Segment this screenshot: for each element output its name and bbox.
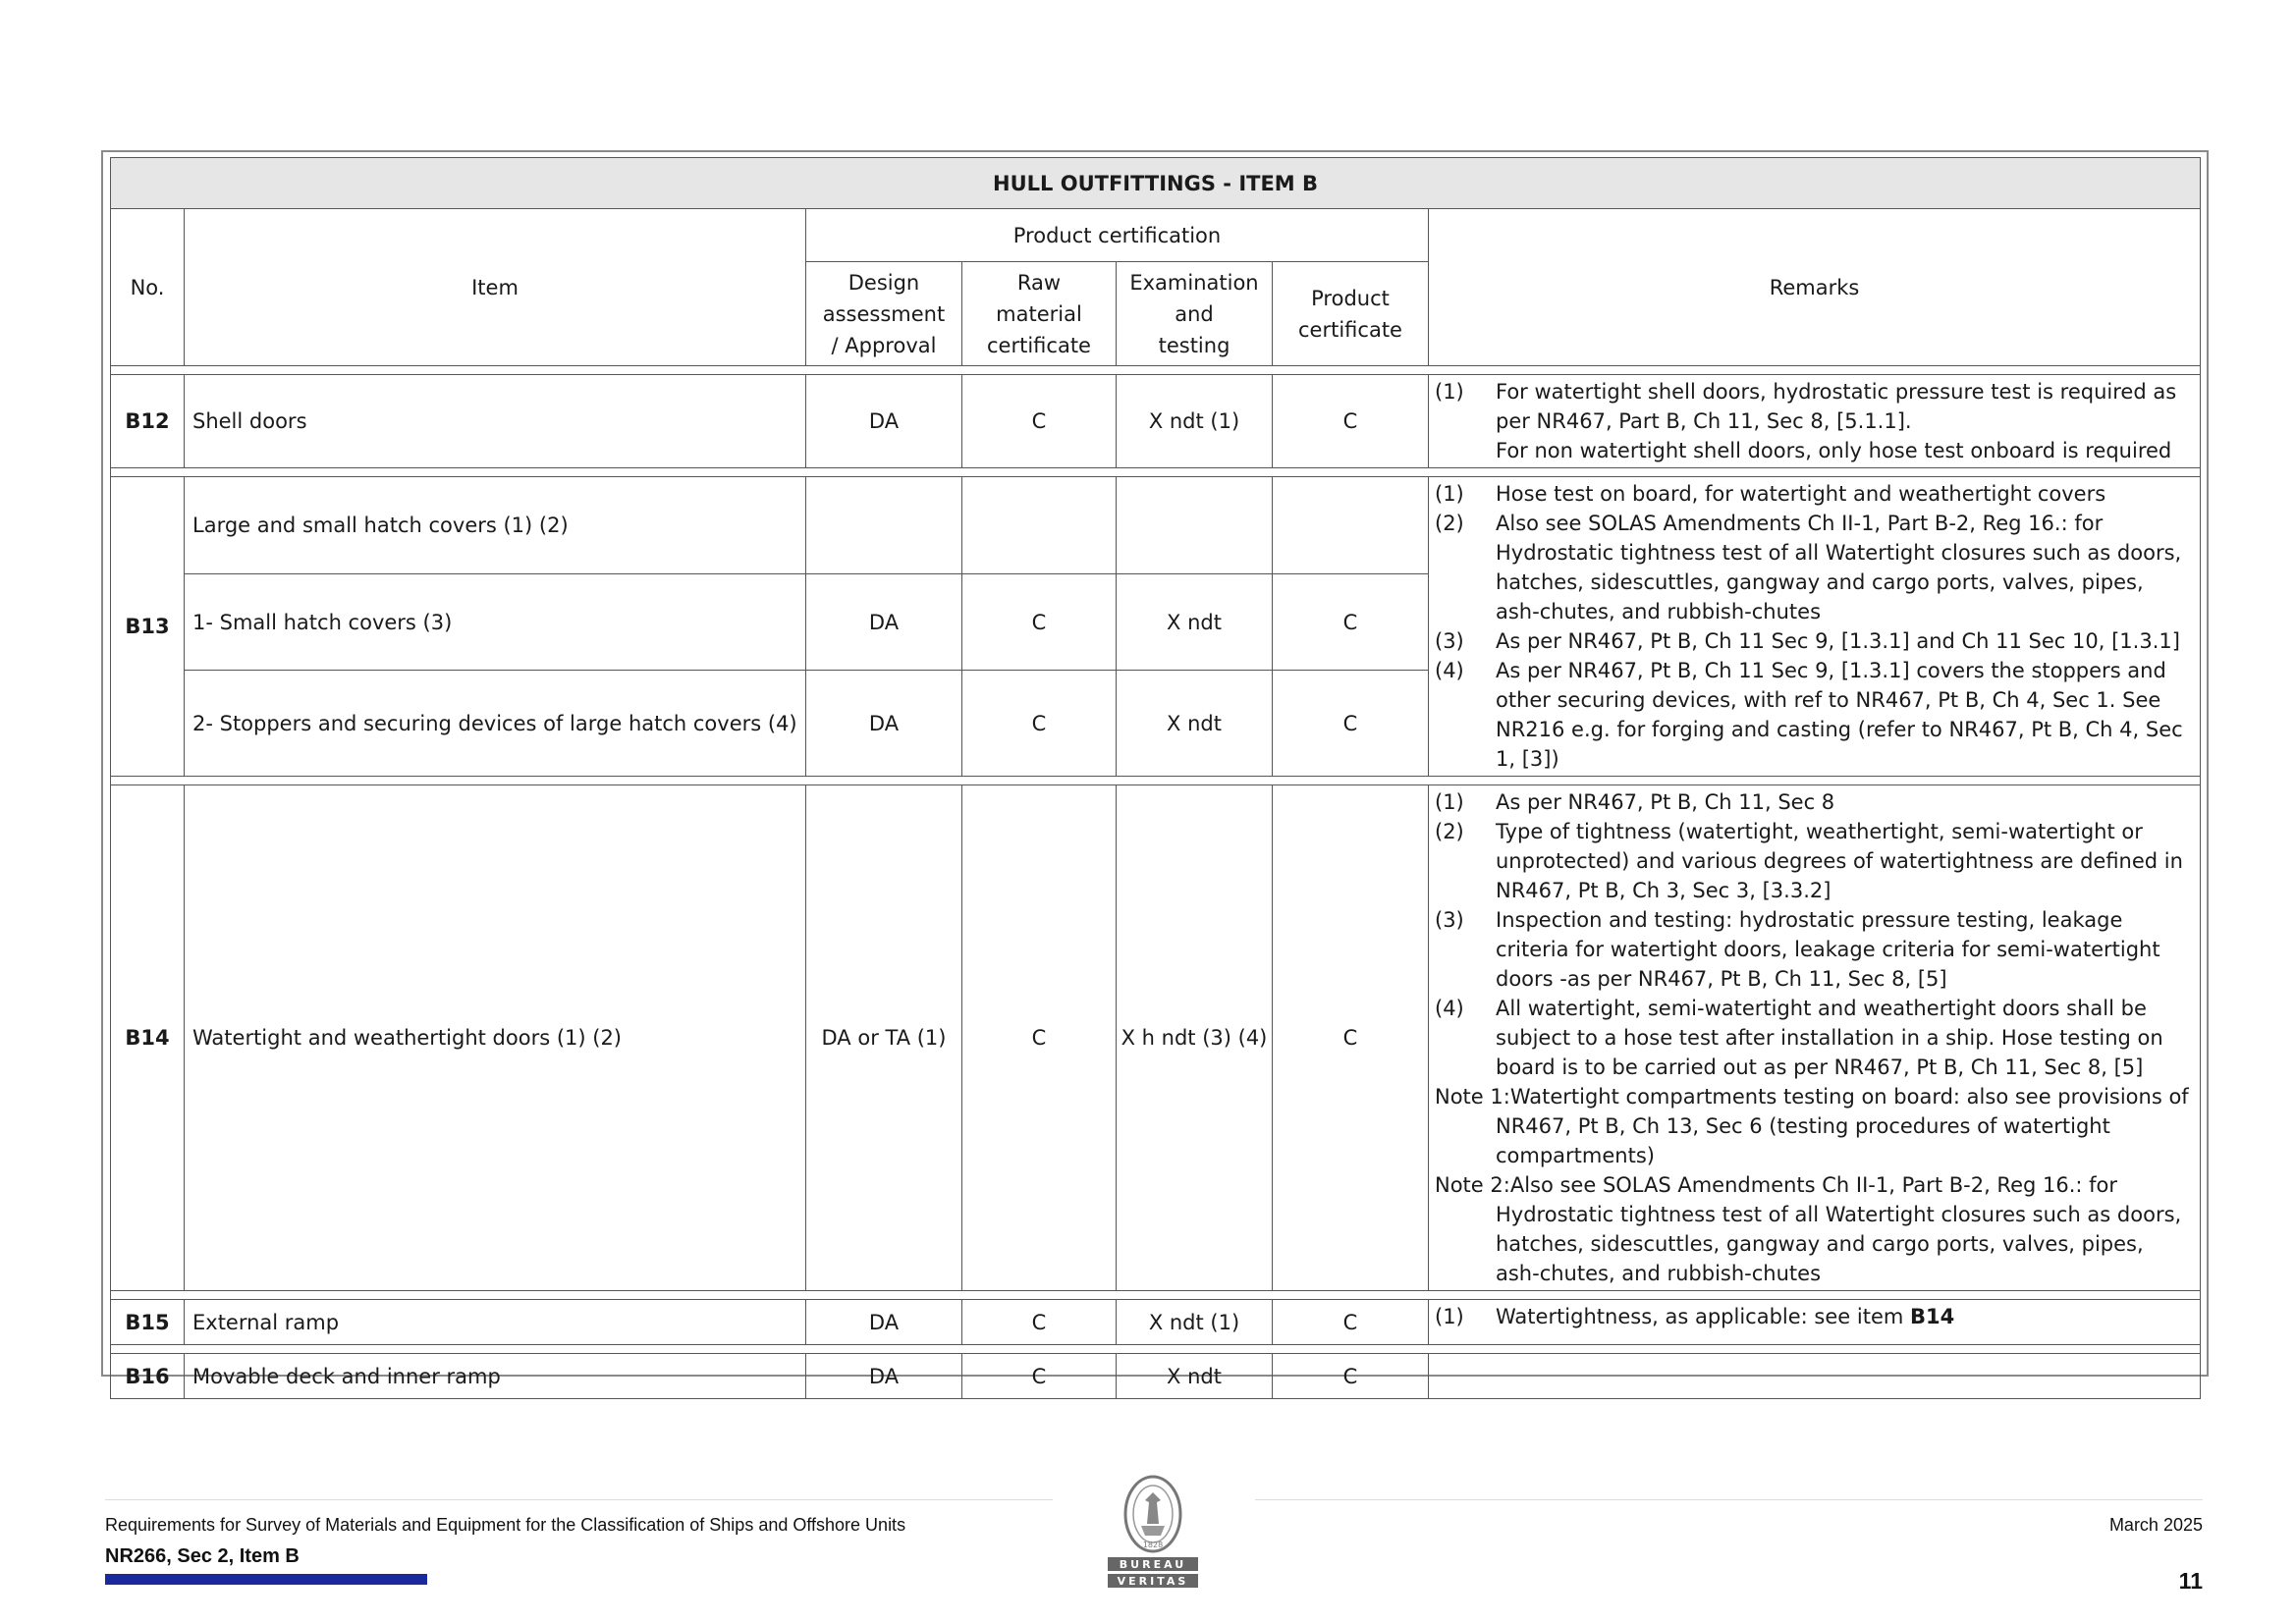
row-no: B12 bbox=[111, 375, 185, 468]
table-row bbox=[111, 1354, 2201, 1399]
row-raw: C bbox=[962, 1354, 1117, 1399]
row-remarks bbox=[1429, 477, 2201, 777]
header-raw bbox=[962, 262, 1117, 366]
remark-text: As per NR467, Pt B, Ch 11, Sec 8 bbox=[1496, 790, 1835, 814]
row-raw: C bbox=[962, 1300, 1117, 1345]
row-exam: X ndt bbox=[1117, 1354, 1273, 1399]
row-item: Shell doors bbox=[185, 375, 806, 468]
row-item: Large and small hatch covers (1) (2) bbox=[185, 477, 806, 574]
row-no: B15 bbox=[111, 1300, 185, 1345]
row-exam: X ndt (1) bbox=[1117, 1300, 1273, 1345]
remark-text: As per NR467, Pt B, Ch 11 Sec 9, [1.3.1] and Ch 11 Sec 10, [1.3.1] bbox=[1496, 629, 2180, 653]
header-design-l1: Design bbox=[847, 270, 920, 295]
row-design: DA bbox=[806, 671, 962, 777]
remark-note: Note 2:Also see SOLAS Amendments Ch II-1, Part B-2, Reg 16.: for Hydrostatic tightness test of all Watertight closures such as doors, hatches, sidescuttles, gangway and cargo ports, valves, pipes, ash-chutes, and rubbish-chutes bbox=[1435, 1173, 2182, 1285]
table-row bbox=[111, 477, 2201, 574]
row-product: C bbox=[1273, 1300, 1429, 1345]
row-design: DA bbox=[806, 1354, 962, 1399]
row-remarks bbox=[1429, 1300, 2201, 1345]
header-product-certification: Product certification bbox=[806, 209, 1429, 262]
page-number: 11 bbox=[2178, 1568, 2203, 1594]
row-no: B16 bbox=[111, 1354, 185, 1399]
row-exam: X ndt bbox=[1117, 573, 1273, 671]
row-design: DA or TA (1) bbox=[806, 785, 962, 1291]
remark-note: Note 1:Watertight compartments testing on board: also see provisions of NR467, Pt B, Ch 13, Sec 6 (testing procedures of watertight compartments) bbox=[1435, 1085, 2189, 1167]
bureau-veritas-logo bbox=[1102, 1473, 1204, 1591]
header-item: Item bbox=[185, 209, 806, 366]
remark-tag bbox=[1435, 436, 1496, 465]
row-remarks bbox=[1429, 1354, 2201, 1399]
header-exam-l3: testing bbox=[1158, 333, 1230, 357]
row-item: 2- Stoppers and securing devices of large hatch covers (4) bbox=[185, 671, 806, 777]
table-row bbox=[111, 785, 2201, 1291]
footer-document-title: Requirements for Survey of Materials and Equipment for the Classification of Ships and Offshore Units bbox=[105, 1515, 906, 1535]
row-raw bbox=[962, 477, 1117, 574]
header-raw-l3: certificate bbox=[987, 333, 1091, 357]
row-no: B14 bbox=[111, 785, 185, 1291]
row-item: Watertight and weathertight doors (1) (2) bbox=[185, 785, 806, 1291]
hull-outfittings-table bbox=[110, 157, 2201, 1399]
remark-tag: (3) bbox=[1435, 629, 1464, 653]
row-exam: X h ndt (3) (4) bbox=[1117, 785, 1273, 1291]
remark-item-ref: B14 bbox=[1910, 1305, 1955, 1328]
row-design: DA bbox=[806, 1300, 962, 1345]
svg-text:BUREAU: BUREAU bbox=[1119, 1558, 1187, 1571]
footer-date: March 2025 bbox=[2108, 1515, 2203, 1535]
row-raw: C bbox=[962, 375, 1117, 468]
remark-tag: (2) bbox=[1435, 512, 1464, 535]
row-exam bbox=[1117, 477, 1273, 574]
header-exam-l1: Examination bbox=[1129, 270, 1259, 295]
remark-tag: (4) bbox=[1435, 659, 1464, 682]
row-no: B13 bbox=[111, 477, 185, 777]
row-exam: X ndt bbox=[1117, 671, 1273, 777]
remark-text: For watertight shell doors, hydrostatic pressure test is required as per NR467, Part B, Ch 11, Sec 8, [5.1.1]. bbox=[1496, 380, 2177, 433]
footer-divider-left bbox=[105, 1499, 1053, 1500]
remark-tag: (3) bbox=[1435, 908, 1464, 932]
row-product bbox=[1273, 477, 1429, 574]
header-product-l1: Product bbox=[1311, 286, 1390, 310]
remark-text: Hose test on board, for watertight and weathertight covers bbox=[1496, 482, 2106, 506]
row-exam: X ndt (1) bbox=[1117, 375, 1273, 468]
remark-text: For non watertight shell doors, only hose test onboard is required bbox=[1496, 439, 2172, 462]
row-remarks bbox=[1429, 375, 2201, 468]
header-raw-l1: Raw bbox=[1016, 270, 1062, 295]
header-no: No. bbox=[111, 209, 185, 366]
table-title: HULL OUTFITTINGS - ITEM B bbox=[111, 158, 2201, 209]
row-product: C bbox=[1273, 1354, 1429, 1399]
header-remarks: Remarks bbox=[1429, 209, 2201, 366]
remark-text: Also see SOLAS Amendments Ch II-1, Part B-2, Reg 16.: for Hydrostatic tightness test of all Watertight closures such as doors, hatches, sidescuttles, gangway and cargo ports, valves, pipes, ash-chutes, and rubbish-chutes bbox=[1496, 512, 2182, 623]
remark-text: As per NR467, Pt B, Ch 11 Sec 9, [1.3.1] covers the stoppers and other securing devices, with ref to NR467, Pt B, Ch 4, Sec 1. See NR216 e.g. for forging and casting (refer to NR467, Pt B, Ch 4, Sec 1, [3]) bbox=[1496, 659, 2183, 771]
row-item: 1- Small hatch covers (3) bbox=[185, 573, 806, 671]
svg-text:1828: 1828 bbox=[1142, 1541, 1164, 1549]
row-item: Movable deck and inner ramp bbox=[185, 1354, 806, 1399]
table-row bbox=[111, 1300, 2201, 1345]
footer-divider-right bbox=[1255, 1499, 2203, 1500]
row-remarks bbox=[1429, 785, 2201, 1291]
header-product bbox=[1273, 262, 1429, 366]
table-row bbox=[111, 375, 2201, 468]
row-raw: C bbox=[962, 671, 1117, 777]
remark-tag: (1) bbox=[1435, 380, 1464, 404]
row-product: C bbox=[1273, 573, 1429, 671]
header-product-l2: certificate bbox=[1298, 317, 1402, 342]
header-design bbox=[806, 262, 962, 366]
remark-tag: (4) bbox=[1435, 997, 1464, 1020]
header-exam-l2: and bbox=[1175, 301, 1214, 326]
footer-reference: NR266, Sec 2, Item B bbox=[105, 1545, 300, 1567]
remark-tag: (1) bbox=[1435, 1305, 1464, 1328]
remark-tag: (1) bbox=[1435, 790, 1464, 814]
row-product: C bbox=[1273, 785, 1429, 1291]
remark-tag: (1) bbox=[1435, 482, 1464, 506]
row-raw: C bbox=[962, 785, 1117, 1291]
row-design: DA bbox=[806, 573, 962, 671]
remark-text: Watertightness, as applicable: see item bbox=[1496, 1305, 1910, 1328]
header-design-l3: / Approval bbox=[831, 333, 937, 357]
row-design: DA bbox=[806, 375, 962, 468]
remark-text: All watertight, semi-watertight and weathertight doors shall be subject to a hose test after installation in a ship. Hose testing on board is to be carried out as per NR467, Pt B, Ch 11, Sec 8, [5] bbox=[1496, 997, 2163, 1079]
row-product: C bbox=[1273, 375, 1429, 468]
row-product: C bbox=[1273, 671, 1429, 777]
header-exam bbox=[1117, 262, 1273, 366]
footer-accent-bar bbox=[105, 1574, 427, 1585]
header-design-l2: assessment bbox=[822, 301, 946, 326]
row-item: External ramp bbox=[185, 1300, 806, 1345]
row-raw: C bbox=[962, 573, 1117, 671]
row-design bbox=[806, 477, 962, 574]
header-raw-l2: material bbox=[996, 301, 1082, 326]
remark-text: Type of tightness (watertight, weathertight, semi-watertight or unprotected) and various degrees of watertightness are defined in NR467, Pt B, Ch 3, Sec 3, [3.3.2] bbox=[1496, 820, 2183, 902]
remark-tag: (2) bbox=[1435, 820, 1464, 843]
remark-text: Inspection and testing: hydrostatic pressure testing, leakage criteria for watertight doors, leakage criteria for semi-watertight doors -as per NR467, Pt B, Ch 11, Sec 8, [5] bbox=[1496, 908, 2160, 991]
svg-text:VERITAS: VERITAS bbox=[1117, 1575, 1189, 1588]
